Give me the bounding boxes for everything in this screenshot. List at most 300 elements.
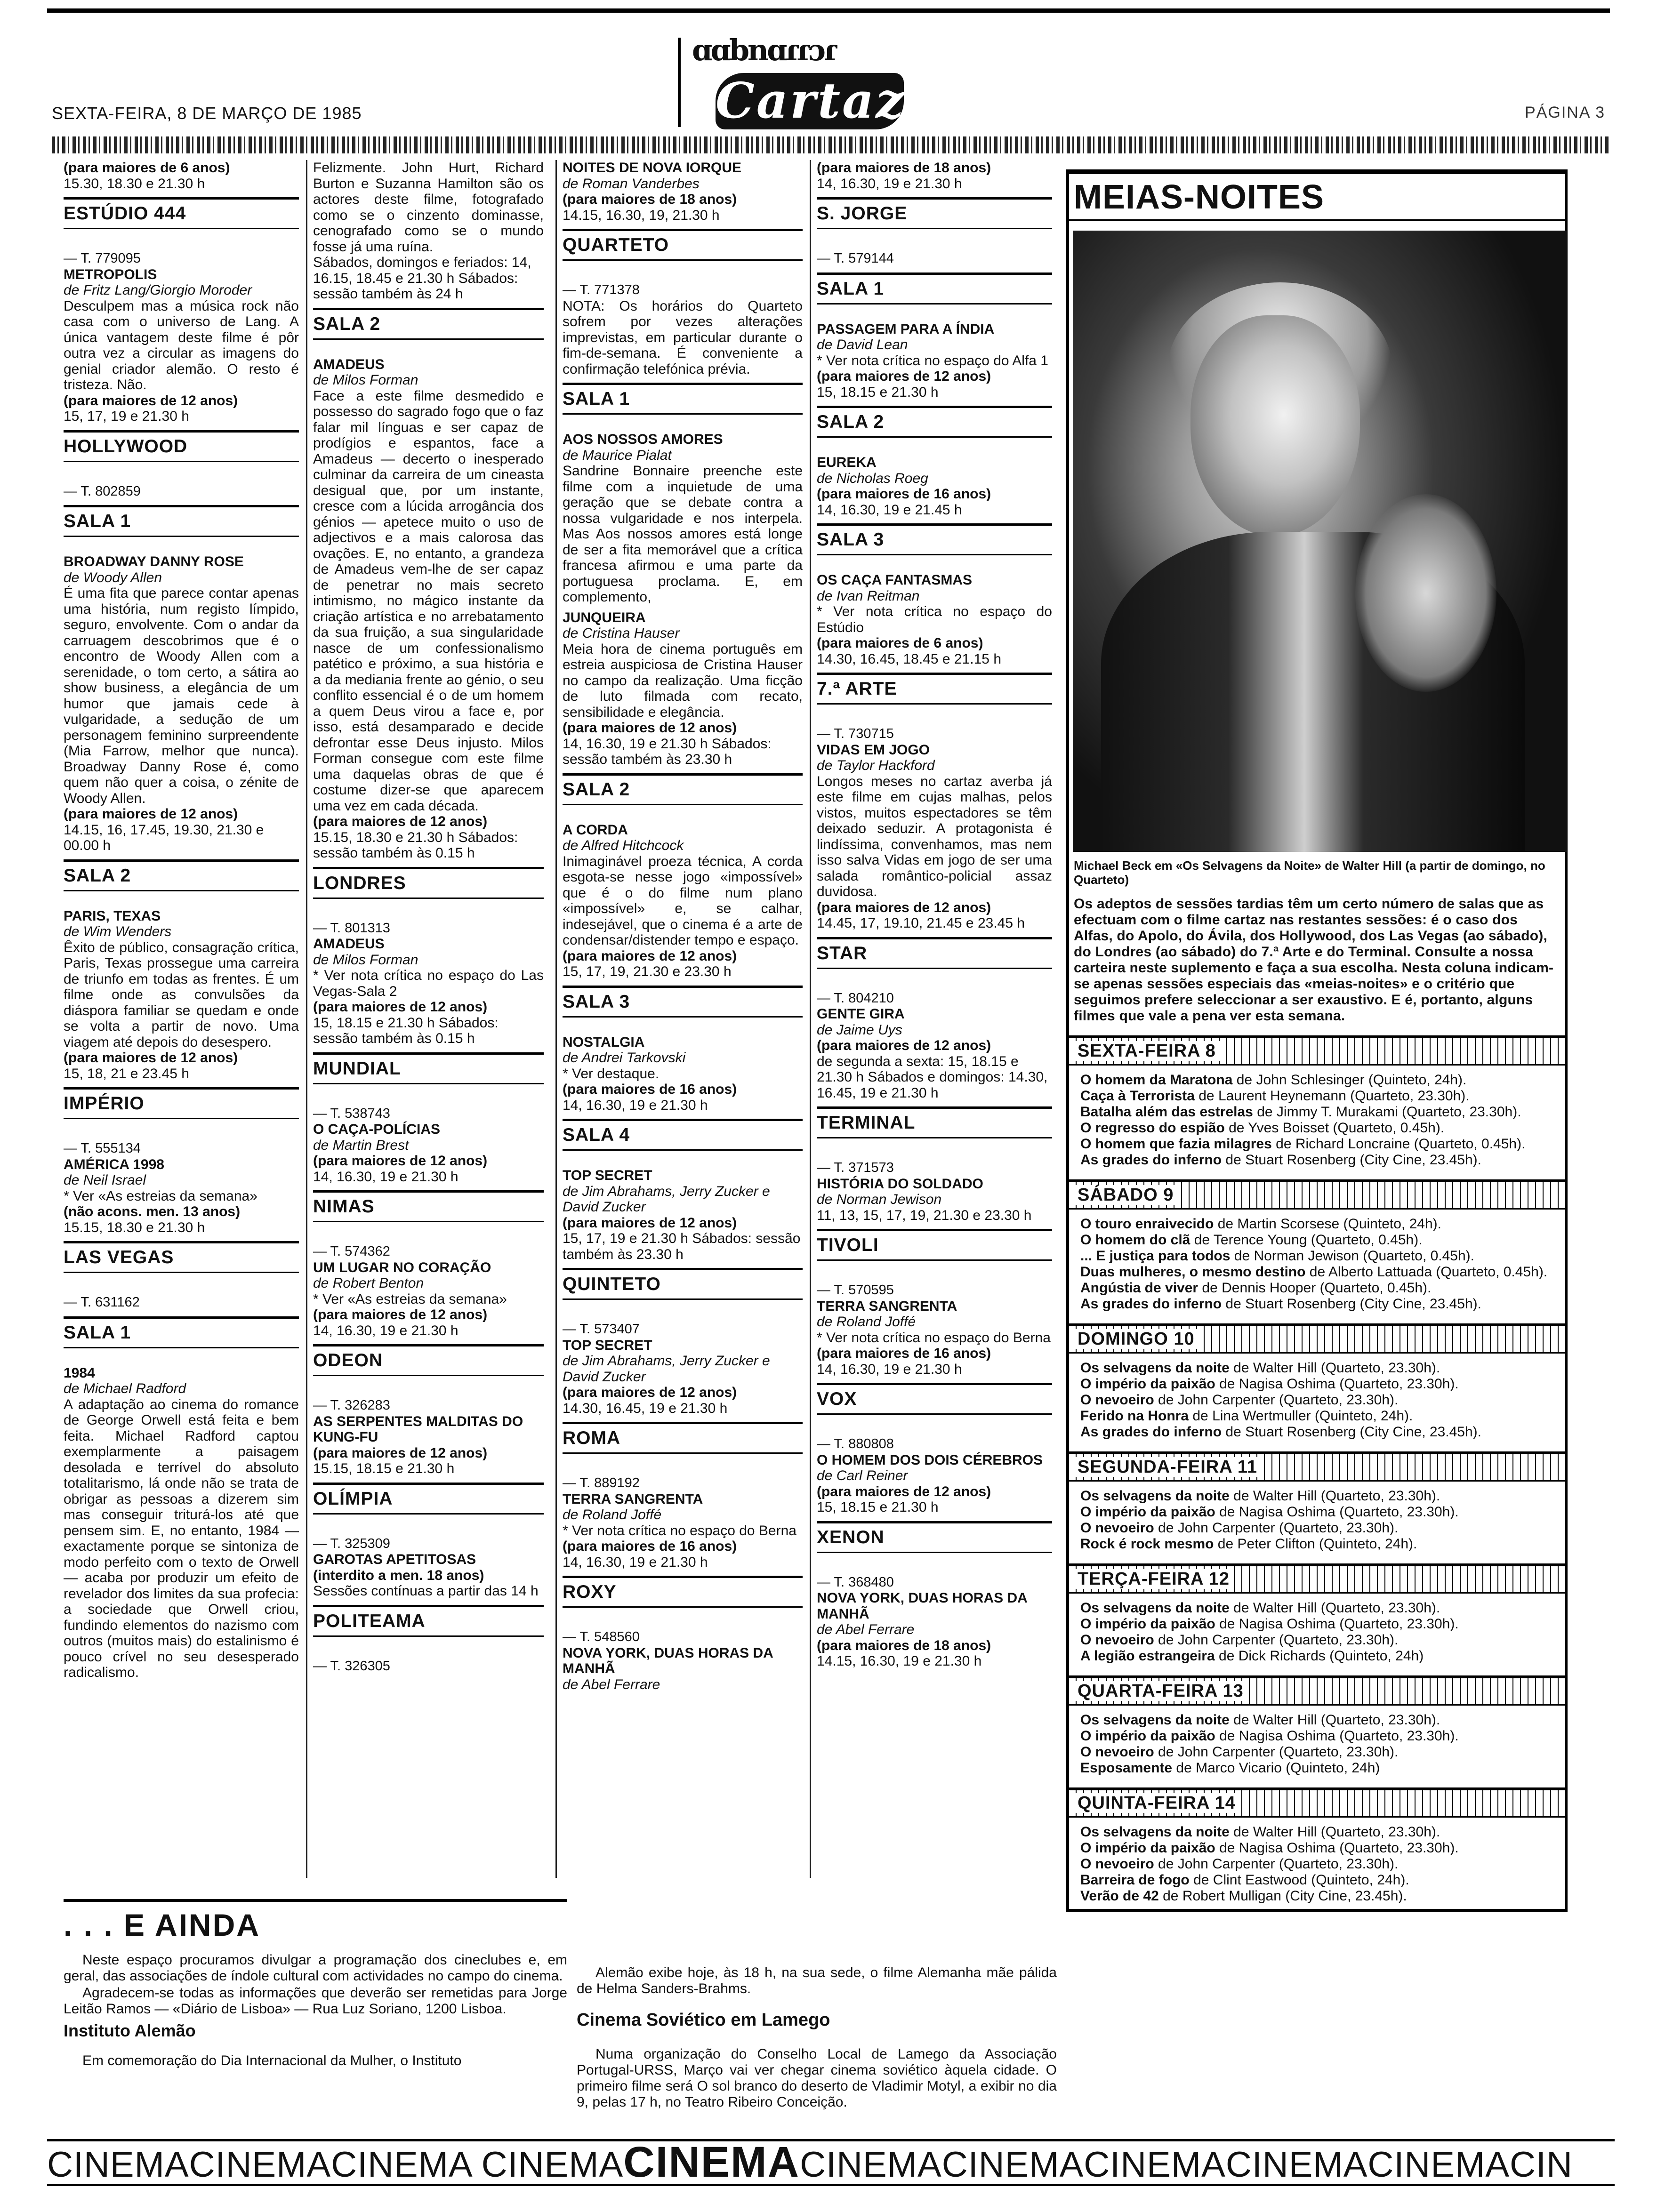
- film-review: * Ver nota crítica no espaço do Estúdio: [817, 604, 1052, 635]
- cinema-section: [313, 1052, 544, 1084]
- showing-details: de Nagisa Oshima (Quarteto, 23.30h).: [1215, 1728, 1459, 1744]
- e-ainda-paragraph: Numa organização do Conselho Local de Lamego da Associação Portugal-URSS, Março vai ver chegar cinema soviético àquela cidade. O primeiro filme será O sol branco do deserto de Vladimir Motyl, a exibir no dia 9, pelas 17 h, no Teatro Ribeiro Conceição.: [577, 2046, 1057, 2110]
- phone-number: — T. 326283: [313, 1398, 390, 1413]
- film-review: * Ver destaque.: [563, 1066, 660, 1082]
- showing-details: de Jimmy T. Murakami (Quarteto, 23.30h).: [1253, 1104, 1521, 1120]
- film-director: de David Lean: [817, 337, 908, 353]
- showtimes: 14, 16.30, 19 e 21.30 h: [563, 1097, 708, 1113]
- showing-title: Caça à Terrorista: [1080, 1088, 1195, 1104]
- film-review: * Ver «As estreias da semana»: [313, 1291, 507, 1307]
- cinema-section: [563, 383, 803, 415]
- film-review: NOTA: Os horários do Quarteto sofrem por vezes alterações imprevistas, em particular durante o fim-de-semana. É conveniente a confirmação telefónica prévia.: [563, 298, 803, 377]
- showtimes: de segunda a sexta: 15, 18.15 e 21.30 h Sábados e domingos: 14.30, 16.45, 19 e 21.30 h: [817, 1053, 1048, 1101]
- age-rating: (para maiores de 6 anos): [64, 160, 230, 176]
- day-block: [1069, 1675, 1565, 1781]
- e-ainda-paragraph: Agradecem-se todas as informações que deverão ser remetidas para Jorge Leitão Ramos — «Diário de Lisboa» — Rua Luz Soriano, 1200 Lisboa.: [64, 1985, 567, 2017]
- column-divider: [555, 160, 557, 1878]
- cinema-name: LAS VEGAS: [64, 1246, 299, 1273]
- film-review: * Ver nota crítica no espaço do Alfa 1: [817, 353, 1048, 369]
- cinema-section: [817, 1383, 1052, 1415]
- phone-number: — T. 801313: [313, 920, 390, 936]
- showtimes: 14.30, 16.45, 19 e 21.30 h: [563, 1400, 728, 1416]
- showtimes: 14, 16.30, 19 e 21.30 h: [817, 1361, 962, 1377]
- showing-title: O homem do clã: [1080, 1232, 1190, 1248]
- film-title: VIDAS EM JOGO: [817, 742, 930, 758]
- late-night-showing: [1080, 1632, 1555, 1648]
- film-title: NOITES DE NOVA IORQUE: [563, 160, 742, 176]
- late-night-showing: [1080, 1488, 1555, 1504]
- late-night-showing: [1080, 1136, 1555, 1152]
- cinema-name: POLITEAMA: [313, 1610, 544, 1637]
- showing-title: O império da paixão: [1080, 1840, 1215, 1856]
- age-rating: (para maiores de 12 anos): [313, 1445, 488, 1461]
- film-title: PASSAGEM PARA A ÍNDIA: [817, 321, 995, 337]
- showing-details: de Nagisa Oshima (Quarteto, 23.30h).: [1215, 1504, 1459, 1520]
- e-ainda-paragraph: Em comemoração do Dia Internacional da Mulher, o Instituto: [82, 2053, 462, 2068]
- cartaz-logo: [673, 19, 918, 127]
- showing-title: O império da paixão: [1080, 1616, 1215, 1632]
- showing-title: O nevoeiro: [1080, 1632, 1154, 1648]
- film-review: Inimaginável proeza técnica, A corda esgota-se nesse jogo «impossível» que é o do filme num plano «impossível» e, se calhar, indesejável, que o cinema é a arte de condensar/distender tempo e espaço.: [563, 853, 803, 948]
- film-review: A adaptação ao cinema do romance de George Orwell está feita e bem feita. Michael Radford captou exemplarmente a paisagem desolada e terrível do absoluto totalitarismo, lá onde não se trata de obrigar as pessoas a dizerem sim mas conseguir triturá-los até que pensem sim. E, no entanto, 1984 — exactamente porque se sintoniza de modo perfeito com o texto de Orwell — acaba por produzir um efeito de revelador dos limites da sua profecia: a sociedade que Orwell criou, fundindo elementos do nazismo com outros (muitos mais) do estalinismo é pouco crível no seu desesperado radicalismo.: [64, 1396, 299, 1680]
- film-review: Êxito de público, consagração crítica, Paris, Texas prossegue uma carreira de triunfo em todas as frentes. É um filme onde as convulsões da diáspora familiar se quedam e onde se volta a partir de novo. Uma viagem até depois do desespero.: [64, 939, 299, 1050]
- showing-title: Os selvagens da noite: [1080, 1488, 1230, 1504]
- showtimes: 15.15, 18.15 e 21.30 h: [313, 1461, 455, 1476]
- showing-title: O nevoeiro: [1080, 1520, 1154, 1536]
- film-listing: [563, 160, 803, 223]
- late-night-showing: [1080, 1264, 1555, 1280]
- cinema-section: [563, 1268, 803, 1300]
- cinema-name: LONDRES: [313, 872, 544, 899]
- showtimes: 14, 16.30, 19 e 21.30 h Sábados: sessão também às 23.30 h: [563, 736, 772, 767]
- cinema-name: STAR: [817, 942, 1052, 969]
- showing-title: O regresso do espião: [1080, 1120, 1225, 1136]
- showing-title: Rock é rock mesmo: [1080, 1536, 1214, 1552]
- film-title: GAROTAS APETITOSAS: [313, 1552, 476, 1567]
- film-title: AMADEUS: [313, 356, 385, 372]
- cinema-name: ODEON: [313, 1349, 544, 1376]
- film-director: de Cristina Hauser: [563, 625, 680, 641]
- cinema-name: OLÍMPIA: [313, 1488, 544, 1515]
- showing-title: Verão de 42: [1080, 1888, 1159, 1904]
- film-review: Face a este filme desmedido e possesso do sagrado fogo que o faz falar mil línguas e ser capaz de prodígios e espantos, face a Amadeus — decerto o inesperado culminar da carreira de um cineasta desigual que, por um instante, cresce com a lúcida arrogância dos génios — apetece muito o uso de adjectivos e a mais calorosa das ovações. E, no entanto, a grandeza de Amadeus vem-lhe de ser capaz de penetrar no mais secreto intimismo, no mágico instante da criação artística e no arrebatamento da sua fruição, a sua singularidade nasce de um confessionalismo patético e próximo, a sua história e a da mediania frente ao génio, o seu conflito essencial é o de um homem a quem Deus virou a face e, por isso, está desamparado e decide defrontar esse Deus injusto. Milos Forman consegue com este filme uma daquelas obras de que é costume dizer-se que aparecem uma vez em cada década.: [313, 388, 544, 814]
- age-rating: (para maiores de 6 anos): [817, 635, 983, 651]
- cinema-section: [817, 1106, 1052, 1138]
- showing-title: O homem da Maratona: [1080, 1072, 1233, 1088]
- age-rating: (interdito a men. 18 anos): [313, 1567, 484, 1583]
- age-rating: (para maiores de 18 anos): [817, 1637, 991, 1653]
- cinema-section: [313, 1344, 544, 1376]
- film-director: de Abel Ferrare: [563, 1676, 660, 1692]
- cinema-name: TERMINAL: [817, 1112, 1052, 1138]
- showing-details: de Martin Scorsese (Quinteto, 24h).: [1214, 1216, 1441, 1232]
- phone-number: — T. 631162: [64, 1295, 140, 1310]
- footer-cinema-big: CINEMA: [623, 2139, 800, 2186]
- e-ainda-paragraph: Alemão exibe hoje, às 18 h, na sua sede, o filme Alemanha mãe pálida de Helma Sanders-Brahms.: [577, 1965, 1057, 1996]
- cinema-name: SALA 2: [563, 778, 803, 805]
- cinema-name: SALA 3: [563, 991, 803, 1018]
- age-rating: (para maiores de 12 anos): [64, 393, 238, 409]
- showing-details: de John Carpenter (Quarteto, 23.30h).: [1154, 1520, 1399, 1536]
- film-title: NOVA YORK, DUAS HORAS DA MANHÃ: [817, 1590, 1027, 1622]
- cinema-name: SALA 2: [313, 313, 544, 340]
- top-rule: [47, 8, 1610, 13]
- showtimes: 14, 16.30, 19 e 21.30 h: [817, 176, 962, 192]
- age-rating: (para maiores de 12 anos): [313, 814, 488, 829]
- film-director: de Fritz Lang/Giorgio Moroder: [64, 282, 252, 298]
- late-night-showing: [1080, 1408, 1555, 1424]
- showing-title: O touro enraivecido: [1080, 1216, 1214, 1232]
- film-listing: [817, 1155, 1052, 1223]
- film-review: * Ver nota crítica no espaço do Berna: [817, 1330, 1051, 1346]
- cinema-section: [817, 1521, 1052, 1553]
- meias-noites-title: MEIAS-NOITES: [1069, 174, 1565, 221]
- cinema-name: XENON: [817, 1526, 1052, 1553]
- showing-details: de Stuart Rosenberg (City Cine, 23.45h).: [1222, 1424, 1481, 1440]
- showing-title: A legião estrangeira: [1080, 1648, 1215, 1664]
- film-listing: [313, 160, 544, 302]
- film-listing: [817, 455, 1052, 518]
- showing-title: O império da paixão: [1080, 1376, 1215, 1392]
- showtimes: 14, 16.30, 19 e 21.45 h: [817, 502, 962, 518]
- film-listing: [817, 1432, 1052, 1515]
- showtimes: 14.30, 16.45, 18.45 e 21.15 h: [817, 651, 1002, 667]
- film-review: É uma fita que parece contar apenas uma história, num registo límpido, seguro, envolvente. Com o andar da carruagem descobrimos que é o encontro de Woody Allen com a serenidade, o tom certo, a sátira ao show business, a elegância de um humor que jamais cede à vulgaridade, a sedução de um personagem feminino surpreendente (Mia Farrow, melhor que nunca). Broadway Danny Rose é, como quem não quer a coisa, o zénite de Woody Allen.: [64, 585, 299, 806]
- late-night-showing: [1080, 1616, 1555, 1632]
- age-rating: (para maiores de 16 anos): [817, 1346, 991, 1361]
- film-listing: [817, 246, 1052, 267]
- film-listing: [64, 908, 299, 1082]
- showtimes: 15.15, 18.30 e 21.30 h Sábados: sessão também às 0.15 h: [313, 829, 518, 861]
- phone-number: — T. 573407: [563, 1322, 640, 1337]
- film-listing: [64, 160, 299, 192]
- showing-title: Barreira de fogo: [1080, 1872, 1190, 1888]
- showing-title: O nevoeiro: [1080, 1392, 1154, 1408]
- late-night-showing: [1080, 1840, 1555, 1856]
- phone-number: — T. 804210: [817, 990, 894, 1006]
- cinema-section: [817, 1229, 1052, 1261]
- e-ainda-section: [64, 1906, 567, 2070]
- issue-date: SEXTA-FEIRA, 8 DE MARÇO DE 1985: [52, 104, 362, 123]
- cinema-section: [64, 1241, 299, 1273]
- film-listing: [64, 1136, 299, 1235]
- film-listing: [817, 572, 1052, 667]
- phone-number: — T. 730715: [817, 726, 894, 741]
- film-listing: [817, 160, 1052, 192]
- film-title: 1984: [64, 1365, 95, 1381]
- cinema-footer-band: [47, 2139, 1615, 2186]
- film-review: * Ver nota crítica no espaço do Las Vegas-Sala 2: [313, 968, 544, 999]
- phone-number: — T. 779095: [64, 251, 141, 266]
- film-director: de Maurice Pialat: [563, 447, 672, 463]
- film-director: de Milos Forman: [313, 372, 418, 388]
- photo-caption: Michael Beck em «Os Selvagens da Noite» de Walter Hill (a partir de domingo, no Quarteto): [1074, 858, 1545, 887]
- late-night-showing: [1080, 1392, 1555, 1408]
- cinema-name: S. JORGE: [817, 202, 1052, 229]
- showing-title: Batalha além das estrelas: [1080, 1104, 1253, 1120]
- cinema-section: [313, 867, 544, 899]
- film-listing: [313, 1101, 544, 1185]
- showing-details: de Dennis Hooper (Quarteto, 0.45h).: [1198, 1280, 1432, 1296]
- cinema-section: [64, 505, 299, 537]
- showing-title: As grades do inferno: [1080, 1424, 1222, 1440]
- showing-title: As grades do inferno: [1080, 1296, 1222, 1312]
- film-director: de Milos Forman: [313, 952, 418, 968]
- age-rating: (para maiores de 12 anos): [563, 720, 737, 736]
- showing-details: de Norman Jewison (Quarteto, 0.45h).: [1230, 1248, 1475, 1264]
- film-title: O CAÇA-POLÍCIAS: [313, 1122, 440, 1137]
- showing-details: de Alberto Lattuada (Quarteto, 0.45h).: [1305, 1264, 1548, 1280]
- listings-column-3: [563, 160, 803, 1697]
- late-night-schedule: [1069, 1035, 1565, 1909]
- film-director: de Alfred Hitchcock: [563, 838, 684, 853]
- cinema-section: [64, 1316, 299, 1348]
- phone-number: — T. 548560: [563, 1629, 640, 1644]
- logo-wordmark: Cartaz: [716, 72, 906, 129]
- film-director: de Woody Allen: [64, 569, 162, 585]
- cinema-section: [313, 308, 544, 340]
- cinema-section: [563, 1422, 803, 1454]
- film-title: UM LUGAR NO CORAÇÃO: [313, 1259, 491, 1275]
- late-night-showing: [1080, 1856, 1555, 1872]
- cinema-name: 7.ª ARTE: [817, 678, 1052, 705]
- showing-details: de Walter Hill (Quarteto, 23.30h).: [1229, 1712, 1440, 1728]
- late-night-showing: [1080, 1536, 1555, 1552]
- showing-details: de Clint Eastwood (Quinteto, 24h).: [1189, 1872, 1409, 1888]
- cinema-section: [563, 986, 803, 1018]
- day-block: [1069, 1035, 1565, 1173]
- showing-details: de John Carpenter (Quarteto, 23.30h).: [1154, 1856, 1399, 1872]
- showtimes: 14.45, 17, 19.10, 21.45 e 23.45 h: [817, 915, 1025, 931]
- age-rating: (para maiores de 12 anos): [563, 948, 737, 964]
- film-review: Felizmente. John Hurt, Richard Burton e Suzanna Hamilton são os actores deste filme, fotografado como se o cinzento dominasse, cenografado como se o mundo fosse já uma ruína.: [313, 160, 544, 255]
- phone-number: — T. 802859: [64, 483, 141, 499]
- showing-title: Os selvagens da noite: [1080, 1360, 1230, 1376]
- age-rating: (para maiores de 16 anos): [817, 486, 991, 502]
- cinema-section: [563, 1119, 803, 1151]
- day-heading: DOMINGO 10: [1074, 1329, 1199, 1349]
- phone-number: — T. 325309: [313, 1536, 390, 1551]
- cinema-section: [313, 1190, 544, 1222]
- day-block: [1069, 1787, 1565, 1909]
- e-ainda-subheading: Instituto Alemão: [64, 2021, 196, 2040]
- film-listing: [817, 721, 1052, 931]
- cinema-name: SALA 1: [563, 388, 803, 415]
- phone-number: — T. 538743: [313, 1106, 390, 1121]
- footer-repeat: CINEMACINEMACINEMACINEMACINEMACIN: [800, 2145, 1573, 2185]
- phone-number: — T. 368480: [817, 1574, 894, 1590]
- showtimes: 14.15, 16, 17.45, 19.30, 21.30 e 00.00 h: [64, 822, 264, 853]
- film-director: de Wim Wenders: [64, 924, 172, 939]
- late-night-showing: [1080, 1248, 1555, 1264]
- film-listing: [563, 822, 803, 980]
- showing-title: Angústia de viver: [1080, 1280, 1199, 1296]
- age-rating: (para maiores de 12 anos): [563, 1385, 737, 1400]
- film-title: A CORDA: [563, 822, 628, 838]
- film-still-photo: [1073, 231, 1567, 852]
- cinema-name: NIMAS: [313, 1195, 544, 1222]
- listings-column-2: [313, 160, 544, 1679]
- late-night-showing: [1080, 1728, 1555, 1744]
- cinema-name: SALA 1: [817, 278, 1052, 305]
- film-title: TOP SECRET: [563, 1337, 652, 1353]
- film-title: AS SERPENTES MALDITAS DO KUNG-FU: [313, 1413, 523, 1445]
- late-night-showing: [1080, 1296, 1555, 1312]
- late-night-showing: [1080, 1216, 1555, 1232]
- late-night-showing: [1080, 1600, 1555, 1616]
- cinema-section: [64, 859, 299, 891]
- phone-number: — T. 326305: [313, 1658, 390, 1674]
- showing-title: Os selvagens da noite: [1080, 1824, 1230, 1840]
- film-review: Desculpem mas a música rock não casa com o universo de Lang. A única vantagem deste filme é pôr outra vez a circular as imagens do genial criador alemão. O resto é tristeza. Não.: [64, 298, 299, 393]
- film-listing: [313, 916, 544, 1047]
- showing-details: de Robert Mulligan (City Cine, 23.45h).: [1158, 1888, 1407, 1904]
- showing-title: O homem que fazia milagres: [1080, 1136, 1272, 1152]
- film-title: NOVA YORK, DUAS HORAS DA MANHÃ: [563, 1645, 773, 1676]
- cinema-name: HOLLYWOOD: [64, 435, 299, 462]
- late-night-showing: [1080, 1280, 1555, 1296]
- day-block: [1069, 1563, 1565, 1669]
- cinema-name: QUINTETO: [563, 1273, 803, 1300]
- film-director: de Roman Vanderbes: [563, 176, 700, 192]
- showtimes: 11, 13, 15, 17, 19, 21.30 e 23.30 h: [817, 1207, 1032, 1223]
- showing-details: de Laurent Heynemann (Quarteto, 23.30h).: [1194, 1088, 1470, 1104]
- cinema-section: [64, 1087, 299, 1119]
- late-night-showing: [1080, 1232, 1555, 1248]
- film-listing: [563, 278, 803, 377]
- showing-details: de Yves Boisset (Quarteto, 0.45h).: [1224, 1120, 1445, 1136]
- age-rating: (para maiores de 12 anos): [313, 1307, 488, 1322]
- footer-repeat: CINEMACINEMACINEMA CINEMA: [47, 2145, 624, 2185]
- showing-title: ... E justiça para todos: [1080, 1248, 1231, 1264]
- film-title: AMADEUS: [313, 936, 385, 952]
- film-title: PARIS, TEXAS: [64, 908, 161, 924]
- late-night-showing: [1080, 1104, 1555, 1120]
- film-title: TOP SECRET: [563, 1168, 652, 1183]
- day-heading: SEGUNDA-FEIRA 11: [1074, 1457, 1261, 1477]
- showtimes: 15, 18.15 e 21.30 h: [817, 384, 939, 400]
- showing-title: As grades do inferno: [1080, 1152, 1222, 1168]
- day-block: [1069, 1179, 1565, 1317]
- cinema-section: [817, 523, 1052, 555]
- cinema-name: SALA 2: [64, 865, 299, 891]
- column-divider: [810, 160, 811, 1878]
- film-listing: [64, 479, 299, 500]
- film-title: TERRA SANGRENTA: [563, 1491, 703, 1507]
- lamego-heading: Cinema Soviético em Lamego: [577, 2010, 830, 2030]
- film-listing: [817, 1278, 1052, 1377]
- showing-title: O nevoeiro: [1080, 1744, 1154, 1760]
- film-title: GENTE GIRA: [817, 1006, 905, 1022]
- cinema-name: SALA 3: [817, 529, 1052, 555]
- film-listing: [64, 1290, 299, 1311]
- age-rating: (para maiores de 12 anos): [817, 1483, 991, 1499]
- section-rule: [64, 1899, 567, 1902]
- film-director: de Robert Benton: [313, 1275, 424, 1291]
- showing-details: de John Carpenter (Quarteto, 23.30h).: [1154, 1744, 1399, 1760]
- film-director: de Roland Joffé: [563, 1507, 662, 1523]
- showing-title: Os selvagens da noite: [1080, 1712, 1230, 1728]
- age-rating: (para maiores de 12 anos): [817, 369, 991, 384]
- film-listing: [563, 610, 803, 768]
- film-listing: [313, 1654, 544, 1675]
- showing-details: de John Carpenter (Quarteto, 23.30h).: [1154, 1632, 1399, 1648]
- age-rating: (para maiores de 12 anos): [64, 806, 238, 822]
- showtimes: 15, 17, 19, 21.30 e 23.30 h: [563, 964, 732, 979]
- showing-details: de Terence Young (Quarteto, 0.45h).: [1190, 1232, 1423, 1248]
- late-night-showing: [1080, 1120, 1555, 1136]
- film-review: Meia hora de cinema português em estreia auspiciosa de Cristina Hauser no campo da realização. Uma ficção de luto filmada com recato, sensibilidade e elegância.: [563, 641, 803, 720]
- showing-details: de John Schlesinger (Quinteto, 24h).: [1232, 1072, 1467, 1088]
- day-heading: QUARTA-FEIRA 13: [1074, 1681, 1247, 1701]
- film-director: de Andrei Tarkovski: [563, 1050, 686, 1066]
- phone-number: — T. 579144: [817, 251, 894, 266]
- cinema-section: [563, 1576, 803, 1608]
- showtimes: 14.15, 16.30, 19, 21.30 h: [563, 207, 720, 223]
- film-listing: [817, 1570, 1052, 1669]
- age-rating: (para maiores de 18 anos): [817, 160, 991, 176]
- age-rating: (para maiores de 12 anos): [817, 1038, 991, 1053]
- showtimes: 15, 18.15 e 21.30 h: [817, 1499, 939, 1515]
- cinema-section: [817, 673, 1052, 705]
- cinema-section: [817, 406, 1052, 438]
- late-night-showing: [1080, 1088, 1555, 1104]
- cinema-name: TIVOLI: [817, 1234, 1052, 1261]
- logo-ornament: ɑɑbnɑɾɾɔɾ: [692, 33, 836, 67]
- age-rating: (para maiores de 18 anos): [563, 192, 737, 207]
- film-listing: [313, 1531, 544, 1599]
- film-title: AOS NOSSOS AMORES: [563, 432, 723, 447]
- cinema-section: [64, 197, 299, 229]
- showing-title: O império da paixão: [1080, 1504, 1215, 1520]
- showtimes: 14, 16.30, 19 e 21.30 h: [313, 1322, 458, 1338]
- late-night-showing: [1080, 1712, 1555, 1728]
- showing-details: de Walter Hill (Quarteto, 23.30h).: [1229, 1360, 1440, 1376]
- age-rating: (para maiores de 16 anos): [563, 1539, 737, 1554]
- late-night-showing: [1080, 1824, 1555, 1840]
- film-title: HISTÓRIA DO SOLDADO: [817, 1176, 983, 1192]
- showtimes: 15.15, 18.30 e 21.30 h: [64, 1219, 205, 1235]
- film-director: de Michael Radford: [64, 1381, 186, 1396]
- cinema-section: [313, 1483, 544, 1515]
- cinema-name: IMPÉRIO: [64, 1092, 299, 1119]
- age-rating: (não acons. men. 13 anos): [64, 1204, 241, 1219]
- showing-details: de Nagisa Oshima (Quarteto, 23.30h).: [1215, 1616, 1459, 1632]
- film-listing: [817, 321, 1052, 401]
- cinema-section: [563, 773, 803, 805]
- day-heading: QUINTA-FEIRA 14: [1074, 1793, 1239, 1813]
- cinema-name: SALA 1: [64, 1322, 299, 1348]
- late-night-showing: [1080, 1648, 1555, 1664]
- cinema-name: VOX: [817, 1388, 1052, 1415]
- film-title: JUNQUEIRA: [563, 609, 646, 625]
- film-director: de Carl Reiner: [817, 1468, 908, 1483]
- film-listing: [563, 1168, 803, 1262]
- age-rating: (para maiores de 16 anos): [563, 1082, 737, 1097]
- phone-number: — T. 889192: [563, 1475, 640, 1491]
- phone-number: — T. 880808: [817, 1436, 894, 1451]
- showing-title: Duas mulheres, o mesmo destino: [1080, 1264, 1306, 1280]
- meias-noites-panel: [1066, 169, 1568, 1904]
- cinema-name: QUARTETO: [563, 234, 803, 261]
- halftone-strip: [52, 136, 1610, 153]
- showtimes: 15.30, 18.30 e 21.30 h: [64, 176, 205, 192]
- late-night-showing: [1080, 1744, 1555, 1760]
- film-review: * Ver «As estreias da semana»: [64, 1188, 257, 1204]
- showing-title: O império da paixão: [1080, 1728, 1215, 1744]
- film-listing: [313, 357, 544, 861]
- day-heading: TERÇA-FEIRA 12: [1074, 1569, 1233, 1589]
